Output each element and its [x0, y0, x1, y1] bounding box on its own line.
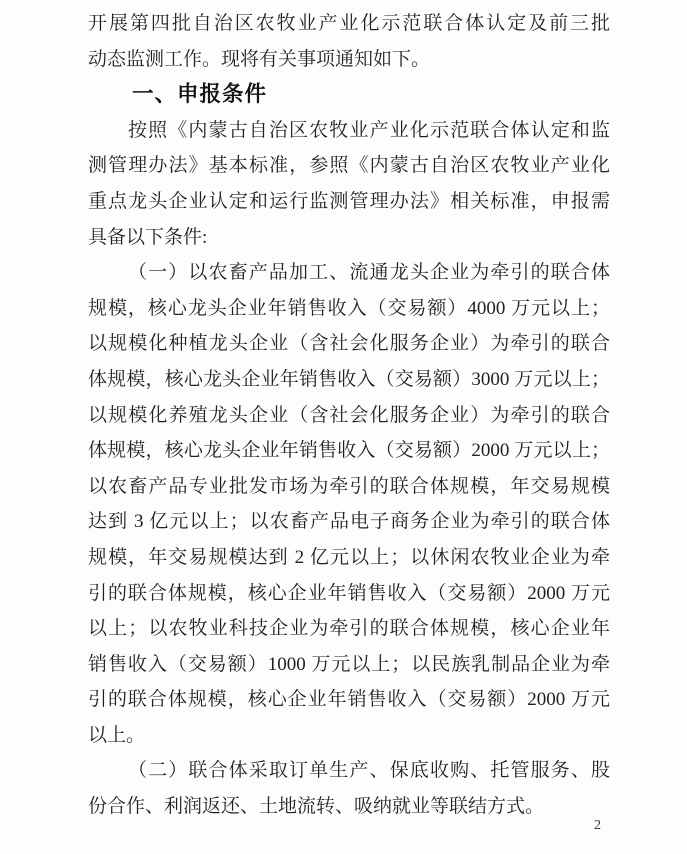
text-line: 以农畜产品专业批发市场为牵引的联合体规模，年交易规模 [88, 475, 610, 497]
text-line: （二）联合体采取订单生产、保底收购、托管服务、股 [128, 760, 610, 782]
paragraph [88, 255, 610, 753]
paragraph [88, 6, 610, 77]
text-line: 规模，核心龙头企业年销售收入（交易额）4000 万元以上； [88, 297, 610, 319]
text-line: （一）以农畜产品加工、流通龙头企业为牵引的联合体 [128, 262, 610, 284]
text-line: 体规模，核心龙头企业年销售收入（交易额）3000 万元以上； [88, 368, 610, 390]
document-body [88, 6, 610, 825]
text-line: 份合作、利润返还、土地流转、吸纳就业等联结方式。 [88, 796, 545, 818]
text-line: 重点龙头企业认定和运行监测管理办法》相关标准，申报需 [88, 190, 610, 212]
text-line: 销售收入（交易额）1000 万元以上；以民族乳制品企业为牵 [88, 653, 610, 675]
section-heading [88, 77, 610, 113]
text-line: 引的联合体规模，核心企业年销售收入（交易额）2000 万元 [88, 689, 610, 711]
text-line: 以上。 [88, 724, 146, 746]
text-line: 按照《内蒙古自治区农牧业产业化示范联合体认定和监 [128, 119, 610, 141]
text-line: 引的联合体规模，核心企业年销售收入（交易额）2000 万元 [88, 582, 610, 604]
text-line: 具备以下条件: [88, 226, 208, 248]
text-line: 规模，年交易规模达到 2 亿元以上；以休闲农牧业企业为牵 [88, 546, 610, 568]
text-line: 动态监测工作。现将有关事项通知如下。 [88, 48, 431, 70]
text-line: 测管理办法》基本标准，参照《内蒙古自治区农牧业产业化 [88, 155, 610, 177]
text-line: 以上；以农牧业科技企业为牵引的联合体规模，核心企业年 [88, 618, 610, 640]
text-line: 开展第四批自治区农牧业产业化示范联合体认定及前三批 [88, 13, 610, 34]
text-line: 体规模，核心龙头企业年销售收入（交易额）2000 万元以上； [88, 440, 610, 462]
text-line: 以规模化种植龙头企业（含社会化服务企业）为牵引的联合 [88, 333, 610, 355]
text-line: 一、申报条件 [132, 82, 268, 107]
paragraph [88, 113, 610, 255]
text-line: 达到 3 亿元以上；以农畜产品电子商务企业为牵引的联合体 [88, 511, 610, 533]
text-line: 以规模化养殖龙头企业（含社会化服务企业）为牵引的联合 [88, 404, 610, 426]
page-number: 2 [594, 818, 601, 833]
paragraph [88, 753, 610, 824]
